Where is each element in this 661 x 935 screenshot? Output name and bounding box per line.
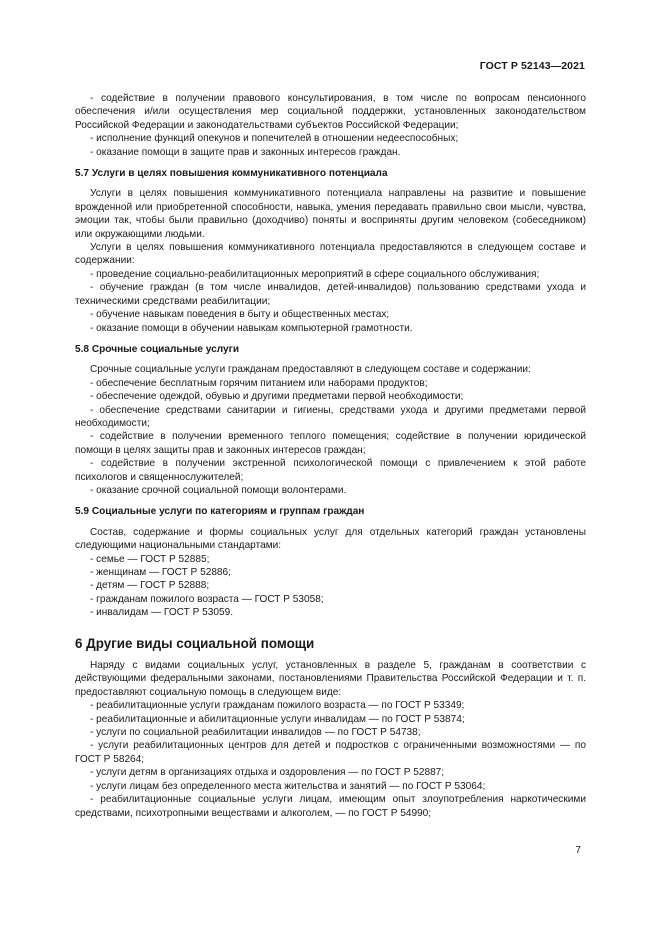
list-item: - содействие в получении правового консультирования, в том числе по вопросам пенсионного обеспечения и/или осуществления мер социальной поддержки, установленных законодательством Российской Федерации и законодательствами субъектов Российской Федерации;: [75, 93, 586, 131]
list-item: - услуги по социальной реабилитации инвалидов — по ГОСТ Р 54738;: [90, 727, 421, 739]
list-item: - исполнение функций опекунов и попечителей в отношении недееспособных;: [90, 133, 459, 145]
subsection-heading-5-9: 5.9 Социальные услуги по категориям и группам граждан: [75, 506, 365, 518]
list-item: - реабилитационные социальные услуги лицам, имеющим опыт злоупотребления наркотическими средствами, психотропными веществами и алкоголем, — по ГОСТ Р 54990;: [75, 794, 586, 819]
list-item: - обеспечение средствами санитарии и гигиены, средствами ухода и другими предметами первой необходимости;: [75, 404, 586, 429]
list-item: - проведение социально-реабилитационных мероприятий в сфере социального обслуживания;: [90, 268, 540, 280]
list-item: - инвалидам — ГОСТ Р 53059.: [90, 607, 233, 619]
list-item: - содействие в получении временного теплого помещения; содействие в получении юридической помощи в целях защиты прав и законных интересов граждан;: [75, 431, 586, 456]
section-heading-6: 6 Другие виды социальной помощи: [75, 635, 315, 651]
paragraph: Наряду с видами социальных услуг, установленных в разделе 5, гражданам в соответствии с действующими федеральными законами, постановлениями Правительства Российской Федерации и т. п. предоставляют социальную помощь в следующем виде:: [75, 660, 586, 698]
paragraph: Срочные социальные услуги гражданам предоставляют в следующем составе и содержании:: [90, 364, 531, 376]
list-item: - обучение навыкам поведения в быту и общественных местах;: [90, 309, 390, 321]
document-body: [75, 92, 586, 820]
document-code: ГОСТ Р 52143—2021: [479, 60, 585, 72]
paragraph: Состав, содержание и формы социальных услуг для отдельных категорий граждан установлены следующими национальными стандартами:: [75, 526, 586, 552]
list-item: - услуги реабилитационных центров для детей и подростков с ограниченными возможностями — по ГОСТ Р 58264;: [75, 740, 586, 765]
page-number: 7: [575, 845, 581, 856]
list-item: - обеспечение одеждой, обувью и другими предметами первой необходимости;: [90, 391, 464, 403]
list-item: - обучение граждан (в том числе инвалидов, детей-инвалидов) пользованию средствами ухода и техническими средствами реабилитации;: [75, 282, 586, 307]
subsection-heading-5-8: 5.8 Срочные социальные услуги: [75, 343, 240, 355]
list-item: - оказание помощи в защите прав и законных интересов граждан.: [90, 146, 401, 158]
subsection-heading-5-7: 5.7 Услуги в целях повышения коммуникативного потенциала: [75, 168, 388, 180]
list-item: - детям — ГОСТ Р 52888;: [90, 580, 210, 592]
list-item: - оказание помощи в обучении навыкам компьютерной грамотности.: [90, 322, 413, 334]
paragraph: Услуги в целях повышения коммуникативного потенциала направлены на развитие и повышение врожденной или приобретенной способности, навыка, умения передавать правильно свои мысли, чувства, эмоции так, чтобы были правильно (доходчиво) поняты и восприняты другим человеком (собеседником) или окружающими людьми.: [75, 188, 586, 240]
list-item: - услуги лицам без определенного места жительства и занятий — по ГОСТ Р 53064;: [90, 780, 486, 792]
list-item: - гражданам пожилого возраста — ГОСТ Р 53058;: [90, 593, 324, 605]
list-item: - содействие в получении экстренной психологической помощи с привлечением к этой работе психологов и священнослужителей;: [75, 458, 586, 483]
list-item: - женщинам — ГОСТ Р 52886;: [90, 567, 231, 578]
list-item: - реабилитационные и абилитационные услуги инвалидам — по ГОСТ Р 53874;: [90, 713, 465, 725]
list-item: - оказание срочной социальной помощи волонтерами.: [90, 484, 347, 496]
list-item: - услуги детям в организациях отдыха и оздоровления — по ГОСТ Р 52887;: [90, 767, 445, 779]
list-item: - семье — ГОСТ Р 52885;: [90, 553, 210, 565]
list-item: - реабилитационные услуги гражданам пожилого возраста — по ГОСТ Р 53349;: [90, 700, 465, 712]
paragraph: Услуги в целях повышения коммуникативного потенциала предоставляются в следующем составе и содержании:: [75, 242, 586, 267]
list-item: - обеспечение бесплатным горячим питанием или наборами продуктов;: [90, 377, 428, 389]
